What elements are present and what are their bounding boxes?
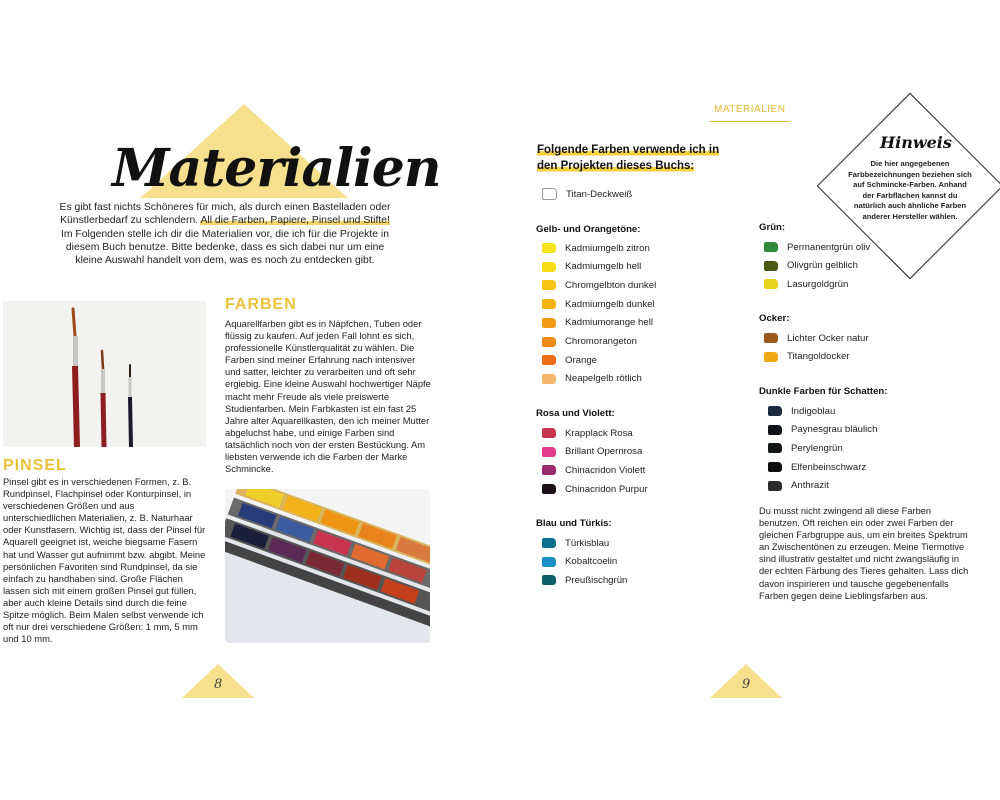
color-label: Titangoldocker: [787, 351, 850, 363]
color-item: [542, 335, 637, 349]
color-item: [542, 297, 655, 311]
closing-paragraph: Du musst nicht zwingend all diese Farben benutzen. Oft reichen ein oder zwei Farben der gleichen Farbgruppe aus, um ein breites Spektrum an Zwischentönen zu erzeugen. Meine Tiermotive sind illustrativ gestaltet und nicht zwangsläufig in der echten Färbung des Tieres gehalten. Lass dich davon inspirieren und tausche gegebenenfalls Farben gegen deine Lieblingsfarben aus.: [759, 506, 969, 601]
color-swatch: [764, 242, 778, 252]
color-label: Elfenbeinschwarz: [791, 461, 867, 473]
color-item: [542, 463, 645, 477]
color-item: [542, 316, 653, 330]
color-swatch: [768, 443, 782, 453]
color-label: Kadmiumgelb dunkel: [565, 298, 655, 310]
color-item: [542, 573, 627, 587]
color-item: [764, 240, 870, 254]
color-swatch: [542, 484, 556, 494]
color-swatch: [542, 188, 557, 200]
color-swatch: [542, 337, 556, 347]
color-label: Lichter Ocker natur: [787, 332, 869, 344]
color-item: [542, 260, 641, 274]
color-item: [768, 460, 866, 474]
farben-paragraph: Aquarellfarben gibt es in Näpfchen, Tuben oder flüssig zu kaufen. Auf jeden Fall lohnt es sich, professionelle Künstlerqualität zu wählen. Die Farben sind meiner Erfahrung nach intensiver und satter, leichter zu verarbeiten und oft sehr ergiebig. Eine kleine Auswahl hochwertiger Näpfe macht mehr Freude als viele preiswerte Studienfarben. Mein Farbkasten ist ein fast 25 Jahre alter Aquarellkasten, den ich meiner Mutter abgeluchst habe, und einige Farben sind tatsächlich noch von der ersten Bestückung. Am liebsten verwende ich die Farben der Marke Schmincke.: [225, 318, 431, 475]
pinsel-heading: PINSEL: [3, 457, 67, 474]
color-item: [764, 331, 869, 345]
color-swatch: [768, 406, 782, 416]
color-item: [764, 277, 848, 291]
color-item: [768, 404, 835, 418]
color-label: Perylengrün: [791, 442, 843, 454]
color-label: Brillant Opernrosa: [565, 446, 643, 458]
page-number-right: 9: [742, 677, 751, 692]
color-label: Titan-Deckweiß: [566, 188, 633, 200]
color-swatch: [542, 262, 556, 272]
color-item: [768, 441, 843, 455]
lead-line-2: den Projekten dieses Buchs:: [537, 160, 695, 172]
color-swatch: [764, 279, 778, 289]
section-header-label: MATERIALIEN: [714, 104, 786, 115]
color-swatch: [542, 243, 556, 253]
color-label: Türkisblau: [565, 537, 610, 549]
color-item: [768, 479, 829, 493]
color-swatch: [764, 261, 778, 271]
color-label: Kadmiumgelb zitron: [565, 242, 650, 254]
color-swatch: [764, 352, 778, 362]
color-item: [768, 423, 877, 437]
watercolor-palette-photo: [225, 489, 430, 643]
color-item: [542, 555, 617, 569]
color-label: Orange: [565, 354, 597, 366]
color-swatch: [542, 355, 556, 365]
color-swatch: [542, 428, 556, 438]
intro-text-end: Im Folgenden stelle ich dir die Materialien vor, die ich für die Projekte in diesem Buch benutze. Bitte bedenke, dass es sich dabei nur um eine kleine Auswahl handelt von dem, was es noch zu entdecken gibt.: [60, 228, 390, 267]
color-label: Olivgrün gelblich: [787, 260, 858, 272]
intro-text-start: Es gibt fast nichts Schöneres für mich, als durch einen Bastelladen oder Künstlerbedarf zu schlendern.: [59, 202, 391, 227]
color-item: [542, 241, 650, 255]
color-label: Chromgelbton dunkel: [565, 279, 657, 291]
color-swatch: [768, 462, 782, 472]
color-label: Chromorangeton: [565, 336, 637, 347]
color-swatch: [768, 425, 782, 435]
color-swatch: [542, 447, 556, 457]
color-swatch: [542, 299, 556, 309]
group-heading-rose: Rosa und Violett:: [536, 408, 615, 419]
color-swatch: [764, 333, 778, 343]
color-item: [764, 259, 858, 273]
color-label: Anthrazit: [791, 480, 829, 492]
color-label: Permanentgrün oliv: [787, 241, 871, 253]
section-header-underline: [710, 121, 790, 122]
color-item: [542, 187, 632, 201]
color-item: [542, 536, 609, 550]
colors-lead-heading: [537, 142, 719, 174]
page-title: Materialien: [112, 138, 441, 199]
color-swatch: [542, 538, 556, 548]
intro-paragraph: [55, 201, 395, 267]
color-label: Neapelgelb rötlich: [565, 373, 642, 385]
hint-text: Die hier angegebenen Farbbezeichnungen beziehen sich auf Schmincke-Farben. Anhand der Farbflächen kannst du natürlich auch ähnliche Farben anderer Hersteller wählen.: [848, 159, 972, 221]
group-heading-green: Grün:: [759, 222, 786, 233]
group-heading-ochre: Ocker:: [759, 313, 790, 324]
color-swatch: [542, 575, 556, 585]
color-item: [542, 353, 597, 367]
color-label: Indigoblau: [791, 405, 836, 417]
color-label: Kobaltcoelin: [565, 556, 618, 568]
color-item: [542, 426, 633, 440]
hint-title: Hinweis: [880, 133, 952, 152]
color-swatch: [542, 557, 556, 567]
color-swatch: [542, 318, 556, 328]
group-heading-blue: Blau und Türkis:: [536, 518, 612, 529]
color-label: Kadmiumorange hell: [565, 317, 653, 329]
color-item: [542, 445, 642, 459]
pinsel-paragraph: Pinsel gibt es in verschiedenen Formen, z. B. Rundpinsel, Flachpinsel oder Konturpinsel, in verschiedenen Größen und aus unterschiedlichen Materialien, z. B. Naturhaar oder Kunstfasern. Wichtig ist, dass der Pinsel für Aquarell geeignet ist, weiche biegsame Fasern hat und Wasser gut aufnimmt bzw. abgibt. Meine persönlichen Favoriten sind Rundpinsel, da sie einfach zu handhaben sind. Große Flächen lassen sich mit einem großen Pinsel gut füllen, aber auch kleine Details sind durch die feine Spitze möglich. Beim Malen selbst verwende ich oft nur drei verschiedene Größen: 1 mm, 5 mm und 10 mm.: [3, 476, 206, 645]
intro-highlight: All die Farben, Papiere, Pinsel und Stifte!: [200, 215, 390, 227]
color-label: Krapplack Rosa: [565, 427, 633, 439]
color-swatch: [542, 465, 556, 475]
group-heading-dark: Dunkle Farben für Schatten:: [759, 386, 888, 397]
color-item: [542, 278, 656, 292]
color-label: Lasurgoldgrün: [787, 278, 849, 290]
color-label: Chinacridon Violett: [565, 464, 646, 476]
lead-line-1: Folgende Farben verwende ich in: [537, 144, 720, 156]
color-label: Kadmiumgelb hell: [565, 261, 642, 273]
page-number-left: 8: [214, 677, 223, 692]
color-label: Preußischgrün: [565, 574, 628, 586]
color-swatch: [542, 280, 556, 290]
farben-heading: FARBEN: [225, 296, 297, 313]
color-item: [542, 482, 648, 496]
color-item: [542, 372, 642, 386]
color-label: Paynesgrau bläulich: [791, 424, 878, 436]
color-item: [764, 350, 850, 364]
color-label: Chinacridon Purpur: [565, 483, 648, 495]
group-heading-yellow: Gelb- und Orangetöne:: [536, 224, 641, 235]
color-swatch: [768, 481, 782, 491]
brushes-photo: [3, 301, 206, 447]
color-swatch: [542, 374, 556, 384]
